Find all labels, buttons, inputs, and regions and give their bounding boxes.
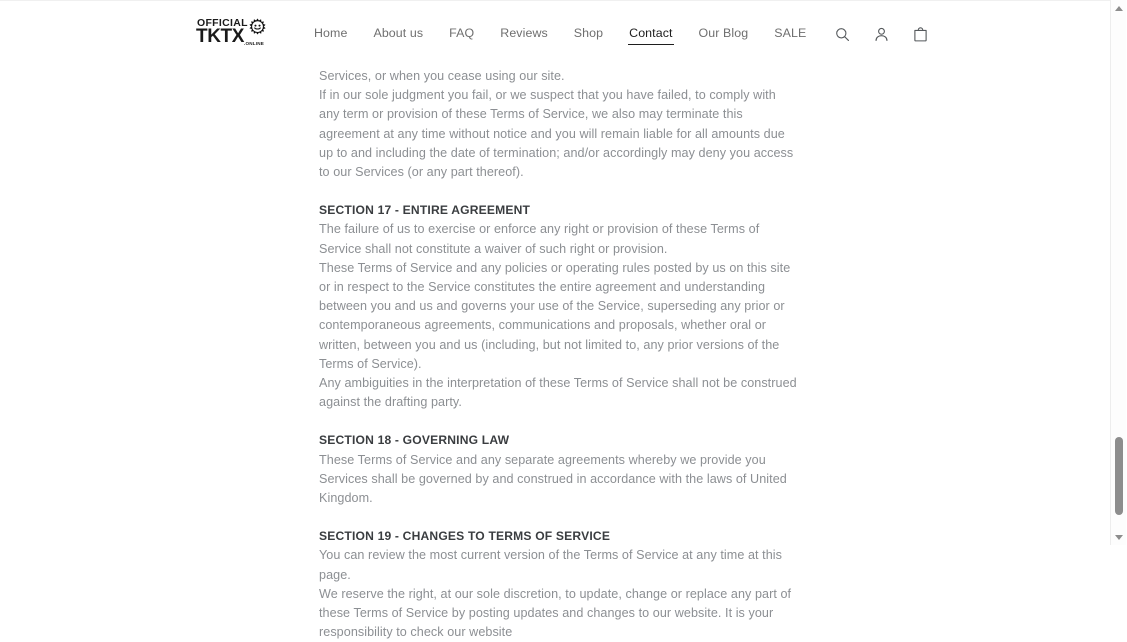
paragraph: These Terms of Service and any policies or operating rules posted by us on this site or in respect to the Service constitutes the entire agreement and understanding between you and us and governs your use of the Service, superseding any prior or contemporaneous agreements, communications and proposals, whether oral or written, between you and us (including, but not limited to, any prior versions of the Terms of Service).: [319, 260, 791, 371]
paragraph: We reserve the right, at our sole discretion, to update, change or replace any part of these Terms of Service by posting updates and changes to our website. It is your responsibility to check our website: [319, 586, 792, 640]
nav-item-our-blog[interactable]: Our Blog: [698, 26, 749, 41]
section-spacer: [319, 508, 799, 527]
header-icon-group: [831, 23, 1110, 45]
nav-item-reviews[interactable]: Reviews: [500, 26, 548, 41]
logo-line-official: OFFICIAL: [197, 17, 248, 29]
account-icon[interactable]: [870, 23, 892, 45]
nav-item-sale[interactable]: SALE: [774, 26, 807, 41]
cart-bag-icon[interactable]: [909, 23, 931, 45]
search-icon[interactable]: [831, 23, 853, 45]
section-heading-19: SECTION 19 - CHANGES TO TERMS OF SERVICE: [319, 529, 611, 544]
terms-of-service-content: [0, 67, 1110, 642]
logo-wordmark: [197, 16, 269, 52]
scroll-up-arrow[interactable]: [1111, 0, 1127, 16]
vertical-scrollbar[interactable]: [1110, 0, 1126, 545]
section-heading-18: SECTION 18 - GOVERNING LAW: [319, 433, 510, 448]
nav-item-faq[interactable]: FAQ: [449, 26, 475, 41]
logo-line-online: .ONLINE: [244, 41, 265, 46]
logo-line-tktx: TKTX: [196, 26, 245, 47]
main-navigation: [301, 21, 831, 46]
scrollbar-thumb[interactable]: [1115, 437, 1123, 515]
site-header: [0, 1, 1110, 67]
scroll-down-arrow[interactable]: [1111, 529, 1127, 545]
paragraph: If in our sole judgment you fail, or we suspect that you have failed, to comply with any term or provision of these Terms of Service, we also may terminate this agreement at any time without notice and you will remain liable for all amounts due up to and including the date of termination; and/or accordingly may deny you access to our Services (or any part thereof).: [319, 88, 794, 180]
nav-item-about-us[interactable]: About us: [373, 26, 424, 41]
nav-item-shop[interactable]: Shop: [573, 26, 604, 41]
paragraph: These Terms of Service and any separate agreements whereby we provide you Services shall be governed by and construed in accordance with the laws of United Kingdom.: [319, 452, 787, 506]
section-heading-17: SECTION 17 - ENTIRE AGREEMENT: [319, 203, 531, 218]
site-logo[interactable]: [197, 16, 269, 52]
document-body: [319, 67, 799, 642]
section-spacer: [319, 412, 799, 431]
nav-item-home[interactable]: Home: [314, 26, 348, 41]
paragraph: Services, or when you cease using our site.: [319, 69, 565, 83]
section-spacer: [319, 182, 799, 201]
sun-face-icon: [246, 17, 269, 40]
nav-item-contact[interactable]: Contact: [616, 21, 685, 46]
paragraph: The failure of us to exercise or enforce any right or provision of these Terms of Service shall not constitute a waiver of such right or provision.: [319, 222, 760, 256]
paragraph: Any ambiguities in the interpretation of these Terms of Service shall not be construed against the drafting party.: [319, 376, 797, 410]
paragraph: You can review the most current version of the Terms of Service at any time at this page.: [319, 548, 783, 582]
